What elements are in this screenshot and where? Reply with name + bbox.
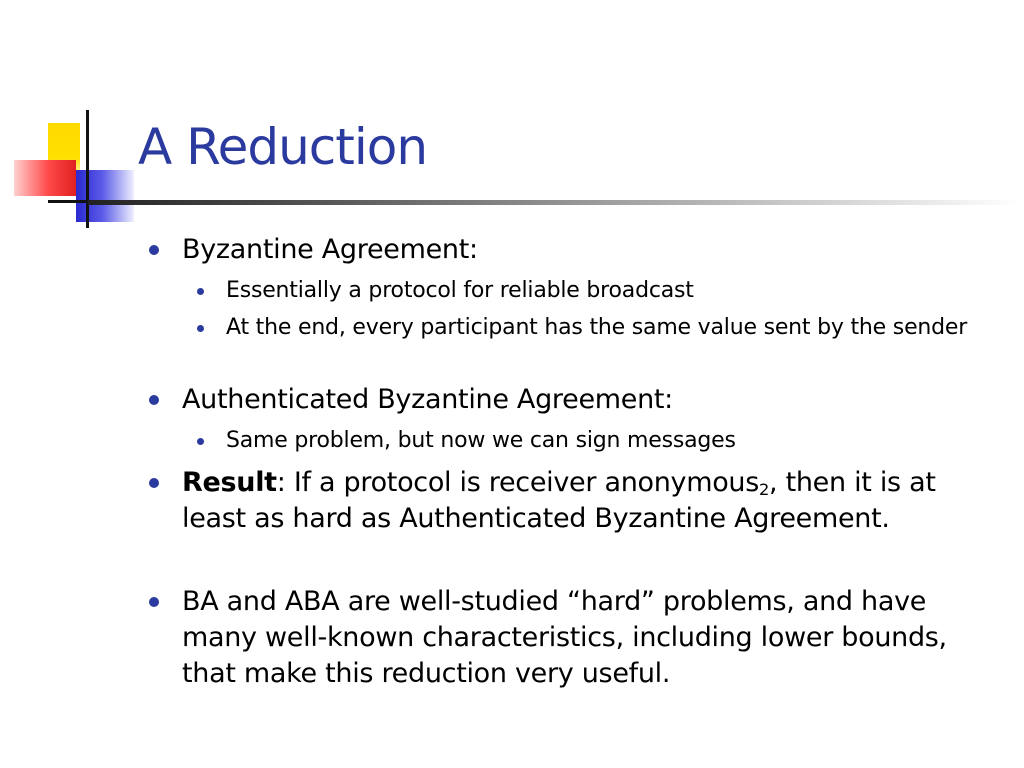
sub-bullet-dot-icon bbox=[197, 288, 204, 295]
vertical-rule bbox=[86, 110, 89, 228]
result-text-b: , then it is at least as hard as Authenticated Byzantine Agreement. bbox=[182, 467, 936, 534]
bullet-result bbox=[182, 465, 1002, 537]
blue-square bbox=[76, 170, 134, 222]
sub-bullet-dot-icon bbox=[197, 325, 204, 332]
sub-bullet-same-value bbox=[226, 313, 1006, 343]
bullet-text: Byzantine Agreement: bbox=[182, 234, 478, 265]
bullet-dot-icon bbox=[149, 395, 159, 405]
bullet-byzantine-agreement bbox=[182, 232, 1002, 268]
slide-title: A Reduction bbox=[138, 118, 428, 176]
sub-bullet-text: At the end, every participant has the same value sent by the sender bbox=[226, 315, 968, 340]
result-label: Result bbox=[182, 467, 277, 498]
bullet-authenticated-byzantine-agreement bbox=[182, 382, 1002, 418]
sub-bullet-dot-icon bbox=[197, 438, 204, 445]
sub-bullet-reliable-broadcast bbox=[226, 276, 1006, 306]
result-subscript: 2 bbox=[759, 480, 770, 499]
sub-bullet-text: Same problem, but now we can sign messages bbox=[226, 428, 736, 453]
bullet-dot-icon bbox=[149, 597, 159, 607]
bullet-text: BA and ABA are well-studied “hard” problems, and have many well-known characteristics, including lower bounds, that make this reduction very useful. bbox=[182, 586, 947, 689]
bullet-ba-aba bbox=[182, 584, 1002, 692]
red-square bbox=[14, 160, 76, 196]
result-text-a: : If a protocol is receiver anonymous bbox=[276, 467, 760, 498]
bullet-text: Authenticated Byzantine Agreement: bbox=[182, 384, 673, 415]
bullet-dot-icon bbox=[149, 478, 159, 488]
sub-bullet-text: Essentially a protocol for reliable broadcast bbox=[226, 278, 694, 303]
title-underline bbox=[88, 200, 1018, 205]
sub-bullet-sign-messages bbox=[226, 426, 1006, 456]
bullet-dot-icon bbox=[149, 245, 159, 255]
